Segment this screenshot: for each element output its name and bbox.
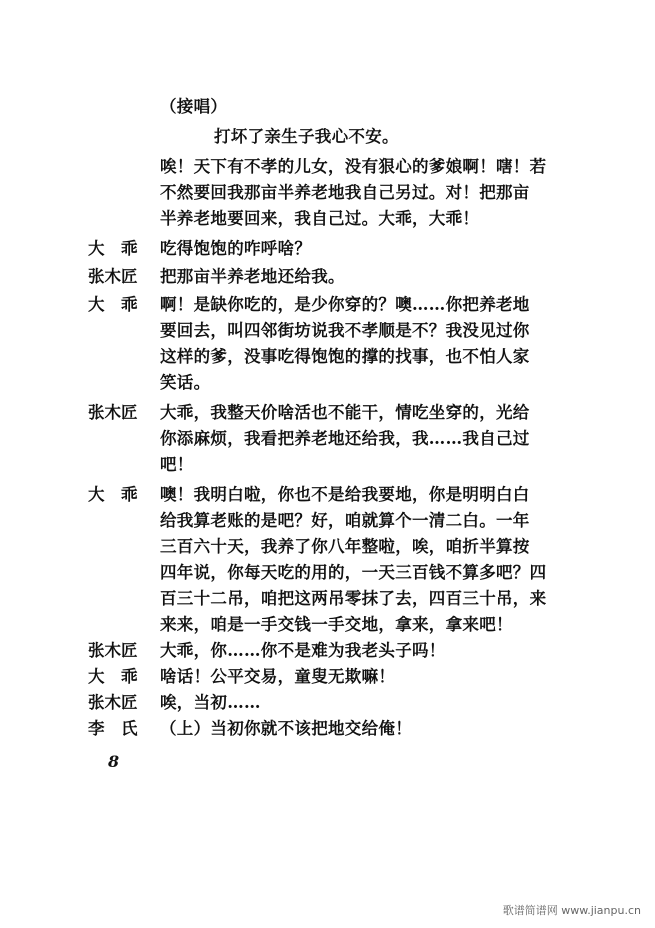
watermark-text: 歌谱简谱网 www.jianpu.cn bbox=[502, 904, 641, 917]
speaker-name: 大 乖 bbox=[88, 239, 138, 258]
speaker-name: 李 氏 bbox=[88, 719, 138, 738]
dialogue-line: 吃得饱饱的咋呼啥？ bbox=[160, 239, 312, 258]
dialogue-line: 大乖，我整天价啥活也不能干，情吃坐穿的，光给 bbox=[160, 403, 530, 422]
dialogue-line: 三百六十天，我养了你八年整啦，唉，咱折半算按 bbox=[160, 537, 530, 556]
text-line: 唉！天下有不孝的儿女，没有狠心的爹娘啊！嗐！若 bbox=[160, 157, 547, 176]
dialogue-line: 笑话。 bbox=[160, 373, 211, 392]
speaker-name: 大 乖 bbox=[88, 295, 138, 314]
dialogue-line: 这样的爹，没事吃得饱饱的撑的找事，也不怕人家 bbox=[160, 347, 530, 366]
speaker-name: 张木匠 bbox=[88, 693, 138, 712]
speaker-name: 张木匠 bbox=[88, 267, 138, 286]
dialogue-line: 你添麻烦，我看把养老地还给我，我……我自己过 bbox=[160, 429, 530, 448]
dialogue-line: 给我算老账的是吧？好，咱就算个一清二白。一年 bbox=[160, 511, 530, 530]
speaker-name: 大 乖 bbox=[88, 667, 138, 686]
text-line: 不然要回我那亩半养老地我自己另过。对！把那亩 bbox=[160, 183, 530, 202]
speaker-name: 大 乖 bbox=[88, 485, 138, 504]
speaker-name: 张木匠 bbox=[88, 641, 138, 660]
dialogue-line: 来来，咱是一手交钱一手交地，拿来，拿来吧！ bbox=[160, 615, 513, 634]
dialogue-line: 四年说，你每天吃的用的，一天三百钱不算多吧？四 bbox=[160, 563, 547, 582]
dialogue-line: 唉，当初…… bbox=[160, 693, 261, 712]
lyric-line: 打坏了亲生子我心不安。 bbox=[214, 127, 399, 146]
speaker-name: 张木匠 bbox=[88, 403, 138, 422]
dialogue-line: 吧！ bbox=[160, 455, 194, 474]
dialogue-line: 百三十二吊，咱把这两吊零抹了去，四百三十吊，来 bbox=[160, 589, 547, 608]
dialogue-line: 噢！我明白啦，你也不是给我要地，你是明明白白 bbox=[160, 485, 530, 504]
text-line: 半养老地要回来，我自己过。大乖，大乖！ bbox=[160, 209, 480, 228]
dialogue-line: 把那亩半养老地还给我。 bbox=[160, 267, 345, 286]
stage-direction: （接唱） bbox=[160, 97, 228, 116]
dialogue-line: 啥话！公平交易，童叟无欺嘛！ bbox=[160, 667, 396, 686]
dialogue-line: （上）当初你就不该把地交给俺！ bbox=[160, 719, 412, 738]
page-number: 8 bbox=[108, 752, 120, 771]
dialogue-line: 要回去，叫四邻街坊说我不孝顺是不？我没见过你 bbox=[160, 321, 530, 340]
dialogue-line: 大乖，你……你不是难为我老头子吗！ bbox=[160, 641, 446, 660]
dialogue-line: 啊！是缺你吃的，是少你穿的？噢……你把养老地 bbox=[160, 295, 530, 314]
